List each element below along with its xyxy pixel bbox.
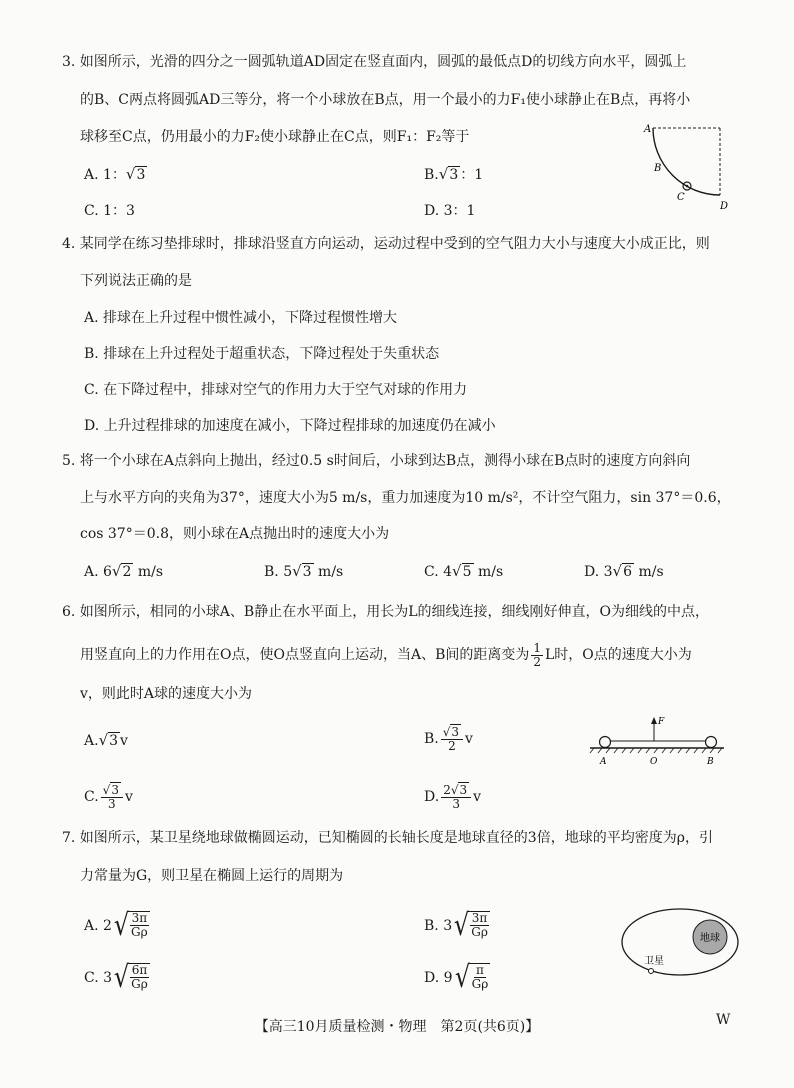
q3-arc-track-figure (640, 118, 750, 214)
q4-option-c: C. 在下降过程中，排球对空气的作用力大于空气对球的作用力 (84, 382, 468, 398)
q6-stem-line2: 用竖直向上的力作用在O点，使O点竖直向上运动，当A、B间的距离变为 $\frac{1}{2}$ L时，O点的速度大小为 (80, 640, 692, 669)
fig-label-a: A (644, 124, 652, 135)
q5-stem-line2: 上与水平方向的夹角为37°，速度大小为5 m/s，重力加速度为10 m/s²，不计空气阻力，sin 37°＝0.6， (80, 490, 731, 506)
q5-option-a: A. 6√2 m/s (84, 562, 164, 580)
q3-option-a: A. 1：√3 (84, 165, 146, 183)
fig-label-b: B (707, 757, 714, 767)
q3-option-a-radicand: 3 (136, 167, 146, 183)
q3-stem-line1: 3. 如图所示，光滑的四分之一圆弧轨道AD固定在竖直面内，圆弧的最低点D的切线方向水平，圆弧上 (62, 54, 687, 70)
satellite-label: 卫星 (644, 956, 664, 967)
q7-option-b: B. 3 √ $\frac{3\pi}{G\rho}$ (424, 908, 488, 943)
watermark-letter: W (716, 1012, 731, 1028)
fig-label-d: D (720, 201, 729, 212)
q3-stem-line3: 球移至C点，仍用最小的力F₂使小球静止在C点，则F₁：F₂等于 (80, 129, 470, 145)
q6-option-a: A.√3 v (84, 731, 128, 749)
q4-option-a: A. 排球在上升过程中惯性减小，下降过程惯性增大 (84, 310, 398, 326)
page-footer: 【高三10月质量检测・物理 第2页(共6页)】 (254, 1019, 540, 1035)
q5-option-b: B. 5√3 m/s (264, 562, 344, 580)
q7-option-c: C. 3 √ $\frac{6\pi}{G\rho}$ (84, 960, 148, 995)
q6-stem-line3: v，则此时A球的速度大小为 (80, 686, 253, 702)
ball-b (706, 737, 717, 748)
fig-label-c: C (677, 192, 685, 203)
q6-stem-line1: 6. 如图所示，相同的小球A、B静止在水平面上，用长为L的细线连接，细线刚好伸直，O为细线的中点， (62, 604, 709, 620)
q6-half-fraction: $\frac{1}{2}$ (533, 640, 541, 669)
q3-option-d: D. 3：1 (424, 203, 476, 219)
q6-string-balls-figure (588, 712, 728, 768)
q6-option-c: C. $\frac{√3}{3}$ v (84, 782, 133, 811)
q3-option-c: C. 1：3 (84, 203, 135, 219)
fig-label-f: F (658, 717, 665, 727)
q4-option-b: B. 排球在上升过程处于超重状态，下降过程处于失重状态 (84, 346, 440, 362)
satellite (649, 969, 654, 974)
q7-option-d: D. 9 √ $\frac{\pi}{G\rho}$ (424, 960, 489, 995)
q5-stem-line3: cos 37°＝0.8，则小球在A点抛出时的速度大小为 (80, 526, 390, 542)
q7-stem-line2: 力常量为G，则卫星在椭圆上运行的周期为 (80, 868, 344, 884)
q3-option-b: B.√3 ：1 (424, 165, 484, 183)
fig-label-a: A (600, 757, 607, 767)
q7-stem-line1: 7. 如图所示，某卫星绕地球做椭圆运动，已知椭圆的长轴长度是地球直径的3倍，地球的平均密度为ρ，引 (62, 830, 713, 846)
q4-option-d: D. 上升过程排球的加速度在减小，下降过程排球的加速度仍在减小 (84, 418, 496, 434)
q5-option-c: C. 4√5 m/s (424, 562, 504, 580)
q7-orbit-figure (618, 904, 744, 986)
q7-option-a: A. 2 √ $\frac{3\pi}{G\rho}$ (84, 908, 148, 943)
q5-option-d: D. 3√6 m/s (584, 562, 664, 580)
q4-stem-line2: 下列说法正确的是 (80, 273, 192, 289)
q6-option-b: B. $\frac{√3}{2}$ v (424, 724, 473, 753)
ball-a (600, 737, 611, 748)
fig-label-o: O (650, 757, 658, 767)
fig-label-b: B (654, 163, 662, 174)
q4-stem-line1: 4. 某同学在练习垫排球时，排球沿竖直方向运动，运动过程中受到的空气阻力大小与速度大小成正比，则 (62, 236, 710, 252)
q5-stem-line1: 5. 将一个小球在A点斜向上抛出，经过0.5 s时间后，小球到达B点，测得小球在B点时的速度方向斜向 (62, 453, 691, 469)
q3-stem-line2: 的B、C两点将圆弧AD三等分，将一个小球放在B点，用一个最小的力F₁使小球静止在B点，再将小 (80, 92, 691, 108)
earth-label: 地球 (700, 933, 720, 944)
q6-option-d: D. $\frac{2√3}{3}$ v (424, 782, 482, 811)
